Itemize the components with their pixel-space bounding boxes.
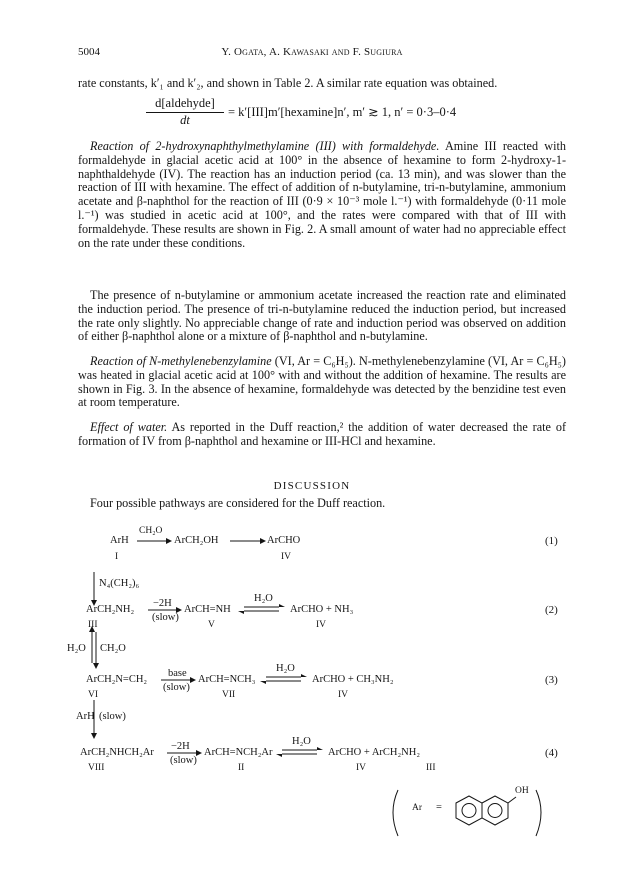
scheme-vert3-reagent: ArH bbox=[76, 711, 95, 722]
paragraph-heading: Reaction of 2-hydroxynaphthylmethylamine (III) with formaldehyde. bbox=[90, 139, 440, 153]
scheme-row3-c: ArCHO + CH₃NH₂ bbox=[312, 674, 394, 685]
footnote-oh: OH bbox=[515, 786, 529, 796]
scheme-row1-c: ArCHO bbox=[267, 535, 301, 546]
scheme-row1-c-label: IV bbox=[281, 552, 292, 562]
scheme-row2-water: H₂O bbox=[254, 593, 273, 604]
scheme-row3-reagent-top: base bbox=[168, 668, 187, 679]
scheme-row3-b: ArCH=NCH₃ bbox=[198, 674, 256, 685]
scheme-row2-reagent-top: −2H bbox=[153, 598, 172, 609]
scheme-row4-b: ArCH=NCH₂Ar bbox=[204, 747, 273, 758]
scheme-row4-a: ArCH₂NHCH₂Ar bbox=[80, 747, 154, 758]
scheme-vert3-slow: (slow) bbox=[99, 711, 126, 722]
scheme-eq2-number: (2) bbox=[545, 604, 558, 616]
scheme-row4-b-label: II bbox=[238, 763, 245, 773]
page-number: 5004 bbox=[78, 46, 100, 58]
rate-equation-rhs: = k′[III]m′[hexamine]n′, m′ ≳ 1, n′ = 0·3–0·4 bbox=[228, 105, 457, 119]
footnote-ar: Ar bbox=[412, 803, 423, 813]
scheme-row1-a: ArH bbox=[110, 535, 129, 546]
scheme-row3-c-label: IV bbox=[338, 690, 349, 700]
scheme-row1-b: ArCH₂OH bbox=[174, 535, 219, 546]
discussion-intro: Four possible pathways are considered for the Duff reaction. bbox=[90, 496, 386, 510]
scheme-row4-c: ArCHO + ArCH₂NH₂ bbox=[328, 747, 420, 758]
scheme-row3-b-label: VII bbox=[222, 690, 236, 700]
scheme-row1-a-label: I bbox=[115, 552, 119, 562]
scheme-row2-reagent-bottom: (slow) bbox=[152, 612, 179, 623]
scheme-row2-a-label: III bbox=[88, 620, 98, 630]
scheme-row4-c-label2: III bbox=[426, 763, 436, 773]
rate-numerator: d[aldehyde] bbox=[146, 96, 224, 113]
scheme-eq1-number: (1) bbox=[545, 535, 558, 547]
scheme-row4-water: H₂O bbox=[292, 736, 311, 747]
scheme-row3-a: ArCH₂N=CH₂ bbox=[86, 674, 148, 685]
scheme-hexamine-reagent: N₄(CH₂)₆ bbox=[99, 578, 140, 589]
scheme-row2-c-label: IV bbox=[316, 620, 327, 630]
rate-denominator: dt bbox=[180, 113, 190, 127]
scheme-vert2-right: CH₂O bbox=[100, 643, 126, 654]
scheme-row2-a: ArCH₂NH₂ bbox=[86, 604, 135, 615]
paragraph-text: Amine III reacted with formaldehyde in glacial acetic acid at 100° in the absence of hexamine to form 2-hydroxy-1-naphthaldehyde (IV). The reaction has an induction period (ca. 13 min), and was slower than the reaction of III with hexamine. The effect of addition of n-butylamine, tri-n-butylamine, ammonium acetate and β-naphthol for the reaction of III (0·9 × 10⁻³ mole l.⁻¹) with formaldehyde (0·11 mole l.⁻¹) was studied in acetic acid at 100°, and the rates were compared with that of III with formaldehyde. These results are shown in Fig. 2. A small amount of water had no appreciable effect on the rate under these conditions. bbox=[78, 139, 566, 250]
paragraph-heading: Reaction of N-methylenebenzylamine bbox=[90, 354, 272, 368]
intro-line: rate constants, k′₁ and k′₂, and shown in Table 2. A similar rate equation was obtained. bbox=[78, 76, 498, 90]
scheme-row2-b-label: V bbox=[208, 620, 215, 630]
paragraph-text: As reported in the Duff reaction,² the addition of water decreased the rate of formation of IV from β-naphthol and hexamine or III-HCl and hexamine. bbox=[78, 420, 566, 448]
naphthol-structure bbox=[393, 790, 541, 836]
scheme-row3-a-label: VI bbox=[88, 690, 99, 700]
scheme-row4-c-label: IV bbox=[356, 763, 367, 773]
paragraph-text: The presence of n-butylamine or ammonium acetate increased the reaction rate and eliminated the induction period. The presence of tri-n-butylamine reduced the induction period, but increased the rate only slightly. No appreciable change of rate and induction period was observed on addition of either β-naphthol alone or a mixture of β-naphthol and n-butylamine. bbox=[78, 288, 566, 344]
paragraph-heading: Effect of water. bbox=[90, 420, 168, 434]
scheme-row2-b: ArCH=NH bbox=[184, 604, 231, 615]
scheme-row2-c: ArCHO + NH₃ bbox=[290, 604, 354, 615]
running-title: Y. Ogata, A. Kawasaki and F. Sugiura bbox=[221, 46, 403, 58]
scheme-eq4-number: (4) bbox=[545, 747, 558, 759]
scheme-eq3-number: (3) bbox=[545, 674, 558, 686]
discussion-heading: DISCUSSION bbox=[273, 480, 351, 492]
scheme-row3-reagent-bottom: (slow) bbox=[163, 682, 190, 693]
scheme-row1-reagent: CH₂O bbox=[139, 526, 163, 536]
paragraph-text: (VI, Ar = C₆H₅). N-methylenebenzylamine (VI, Ar = C₆H₅) was heated in glacial acetic acid at 100° with and without the addition of hexamine. The results are shown in Fig. 3. In the absence of hexamine, formaldehyde was detected by the benzidine test even at room temperature. bbox=[78, 354, 566, 410]
scheme-vert2-left: H₂O bbox=[67, 643, 86, 654]
scheme-row4-reagent-bottom: (slow) bbox=[170, 755, 197, 766]
footnote-equals: = bbox=[436, 802, 442, 813]
scheme-row4-a-label: VIII bbox=[88, 763, 105, 773]
scheme-row4-reagent-top: −2H bbox=[171, 741, 190, 752]
scheme-row3-water: H₂O bbox=[276, 663, 295, 674]
